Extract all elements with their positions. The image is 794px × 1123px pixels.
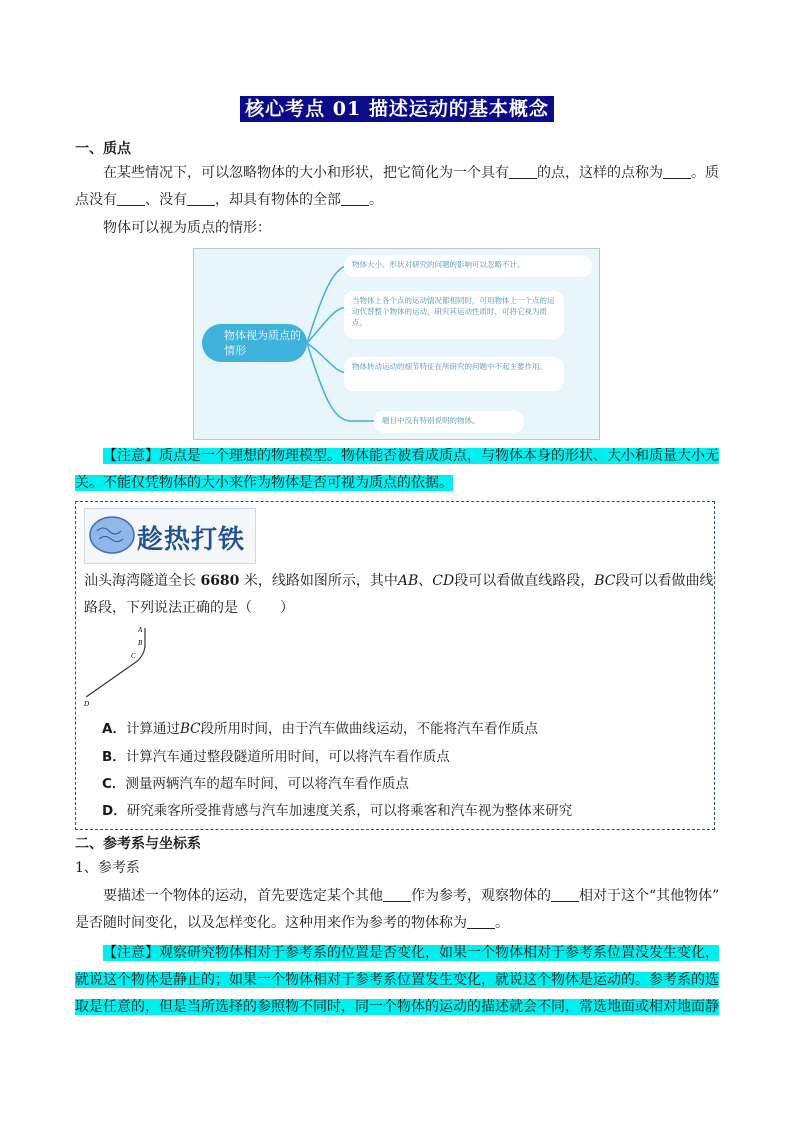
note-text: 观察研究物体相对于参考系的位置是否变化，如果一个物体相对于参考系位置没发生变化， [159,945,719,961]
option-a[interactable] [102,717,538,737]
text-run: 的点，这样的点称为 [537,165,663,181]
text-run: 。 [369,192,383,208]
option-label: B． [102,749,126,765]
text-run: 。质 [691,165,719,181]
mindmap-branch-3: 物体转动运动的细节特征在所研究的问题中不起主要作用。 [344,357,564,391]
note-1 [75,443,720,469]
note-text: 关。不能仅凭物体的大小来作为物体是否可视为质点的依据。 [75,475,453,491]
text-run: 是否随时间变化，以及怎样变化。这种用来作为参考的物体称为 [75,915,467,931]
fill-blank [467,914,495,929]
segment-bc: BC [594,573,616,589]
note-1-cont [75,470,720,496]
fill-blank [663,164,691,179]
note-text: 质点是一个理想的物理模型。物体能否被看成质点，与物体本身的形状、大小和质量大小无 [159,448,719,464]
text-run: 计算通过 [125,721,180,737]
option-b[interactable] [102,745,450,765]
section1-paragraph2: 物体可以视为质点的情形： [103,220,271,236]
note-2 [75,940,720,967]
note-2-line3 [75,994,720,1021]
option-label: C． [102,776,126,792]
label-d: D [84,700,90,708]
note-2-line2 [75,967,720,994]
question-line-2: 路段，下列说法正确的是（ ） [84,600,294,616]
section1-heading: 一、质点 [75,141,131,157]
text-run: 相对于这个“其他物体” [579,888,720,904]
fill-blank [383,887,411,902]
option-d[interactable] [102,799,572,819]
segment-ab: AB [397,573,419,589]
mindmap-branch-2: 当物体上各个点的运动情况都相同时，可用物体上一个点的运动代替整个物体的运动，研究其运动性质时，可将它视为质点。 [344,291,564,339]
tunnel-length: 6680 [200,573,240,589]
text-run: 作为参考，观察物体的 [411,888,551,904]
logo-text: 趁热打铁 [137,525,246,555]
fill-blank [509,164,537,179]
fill-blank [187,191,215,206]
mindmap-center-node: 物体视为质点的情形 [202,324,307,362]
text-run: 计算汽车通过整段隧道所用时间，可以将汽车看作质点 [125,749,450,765]
fill-blank [551,887,579,902]
mindmap-branch-1: 物体大小、形状对研究的问题的影响可以忽略不计。 [344,255,592,277]
text-run: 、没有 [145,192,187,208]
text-run: 汕头海湾隧道全长 [84,573,196,589]
option-c[interactable] [102,772,409,792]
segment-bc: BC [179,721,201,737]
text-run: ，却具有物体的全部 [215,192,341,208]
fill-blank [117,191,145,206]
label-a: A [138,626,143,634]
text-run: 米，线路如图所示，其中 [243,573,398,589]
label-c: C [131,652,136,660]
text-run: 。 [495,915,509,931]
tunnel-route-figure [80,622,160,708]
segment-cd: CD [432,573,455,589]
text-run: 在某些情况下，可以忽略物体的大小和形状，把它简化为一个具有 [103,165,509,181]
section1-paragraph1 [75,160,720,187]
section1-paragraph1-cont [75,187,720,214]
section2-paragraph1-cont [75,910,720,937]
note-tag: 【注意】 [103,945,159,961]
text-run: 要描述一个物体的运动，首先要选定某个其他 [103,888,383,904]
title-text: 核心考点 01 描述运动的基本概念 [240,96,554,122]
text-run: 段可以看做直线路段， [454,573,595,589]
mindmap-branch-4: 题目中没有特别说明的物体。 [374,411,524,433]
text-run: 点没有 [75,192,117,208]
page-title [0,96,794,122]
text-run: 测量两辆汽车的超车时间，可以将汽车看作质点 [125,776,409,792]
mindmap-figure [193,248,600,440]
option-label: D． [102,803,127,819]
section2-heading: 二、参考系与坐标系 [75,836,201,852]
label-b: B [138,639,143,647]
note-text: 就说这个物体是静止的；如果一个物体相对于参考系位置发生变化，就说这个物体是运动的。参考系的选 [75,972,719,988]
text-run: 段可以看做曲线 [615,573,714,589]
note-text: 取是任意的，但是当所选择的参照物不同时，同一个物体的运动的描述就会不同，常选地面或相对地面静 [75,999,719,1015]
section2-paragraph1 [75,883,720,910]
option-label: A． [102,721,126,737]
exercise-logo [84,508,256,564]
fill-blank [341,191,369,206]
question-line-1 [84,568,714,595]
text-run: 研究乘客所受推背感与汽车加速度关系，可以将乘客和汽车视为整体来研究 [126,803,573,819]
section2-subheading: 1、参考系 [75,860,140,876]
text-run: 、 [418,573,433,589]
note-tag: 【注意】 [103,448,159,464]
text-run: 段所用时间，由于汽车做曲线运动，不能将汽车看作质点 [200,721,538,737]
